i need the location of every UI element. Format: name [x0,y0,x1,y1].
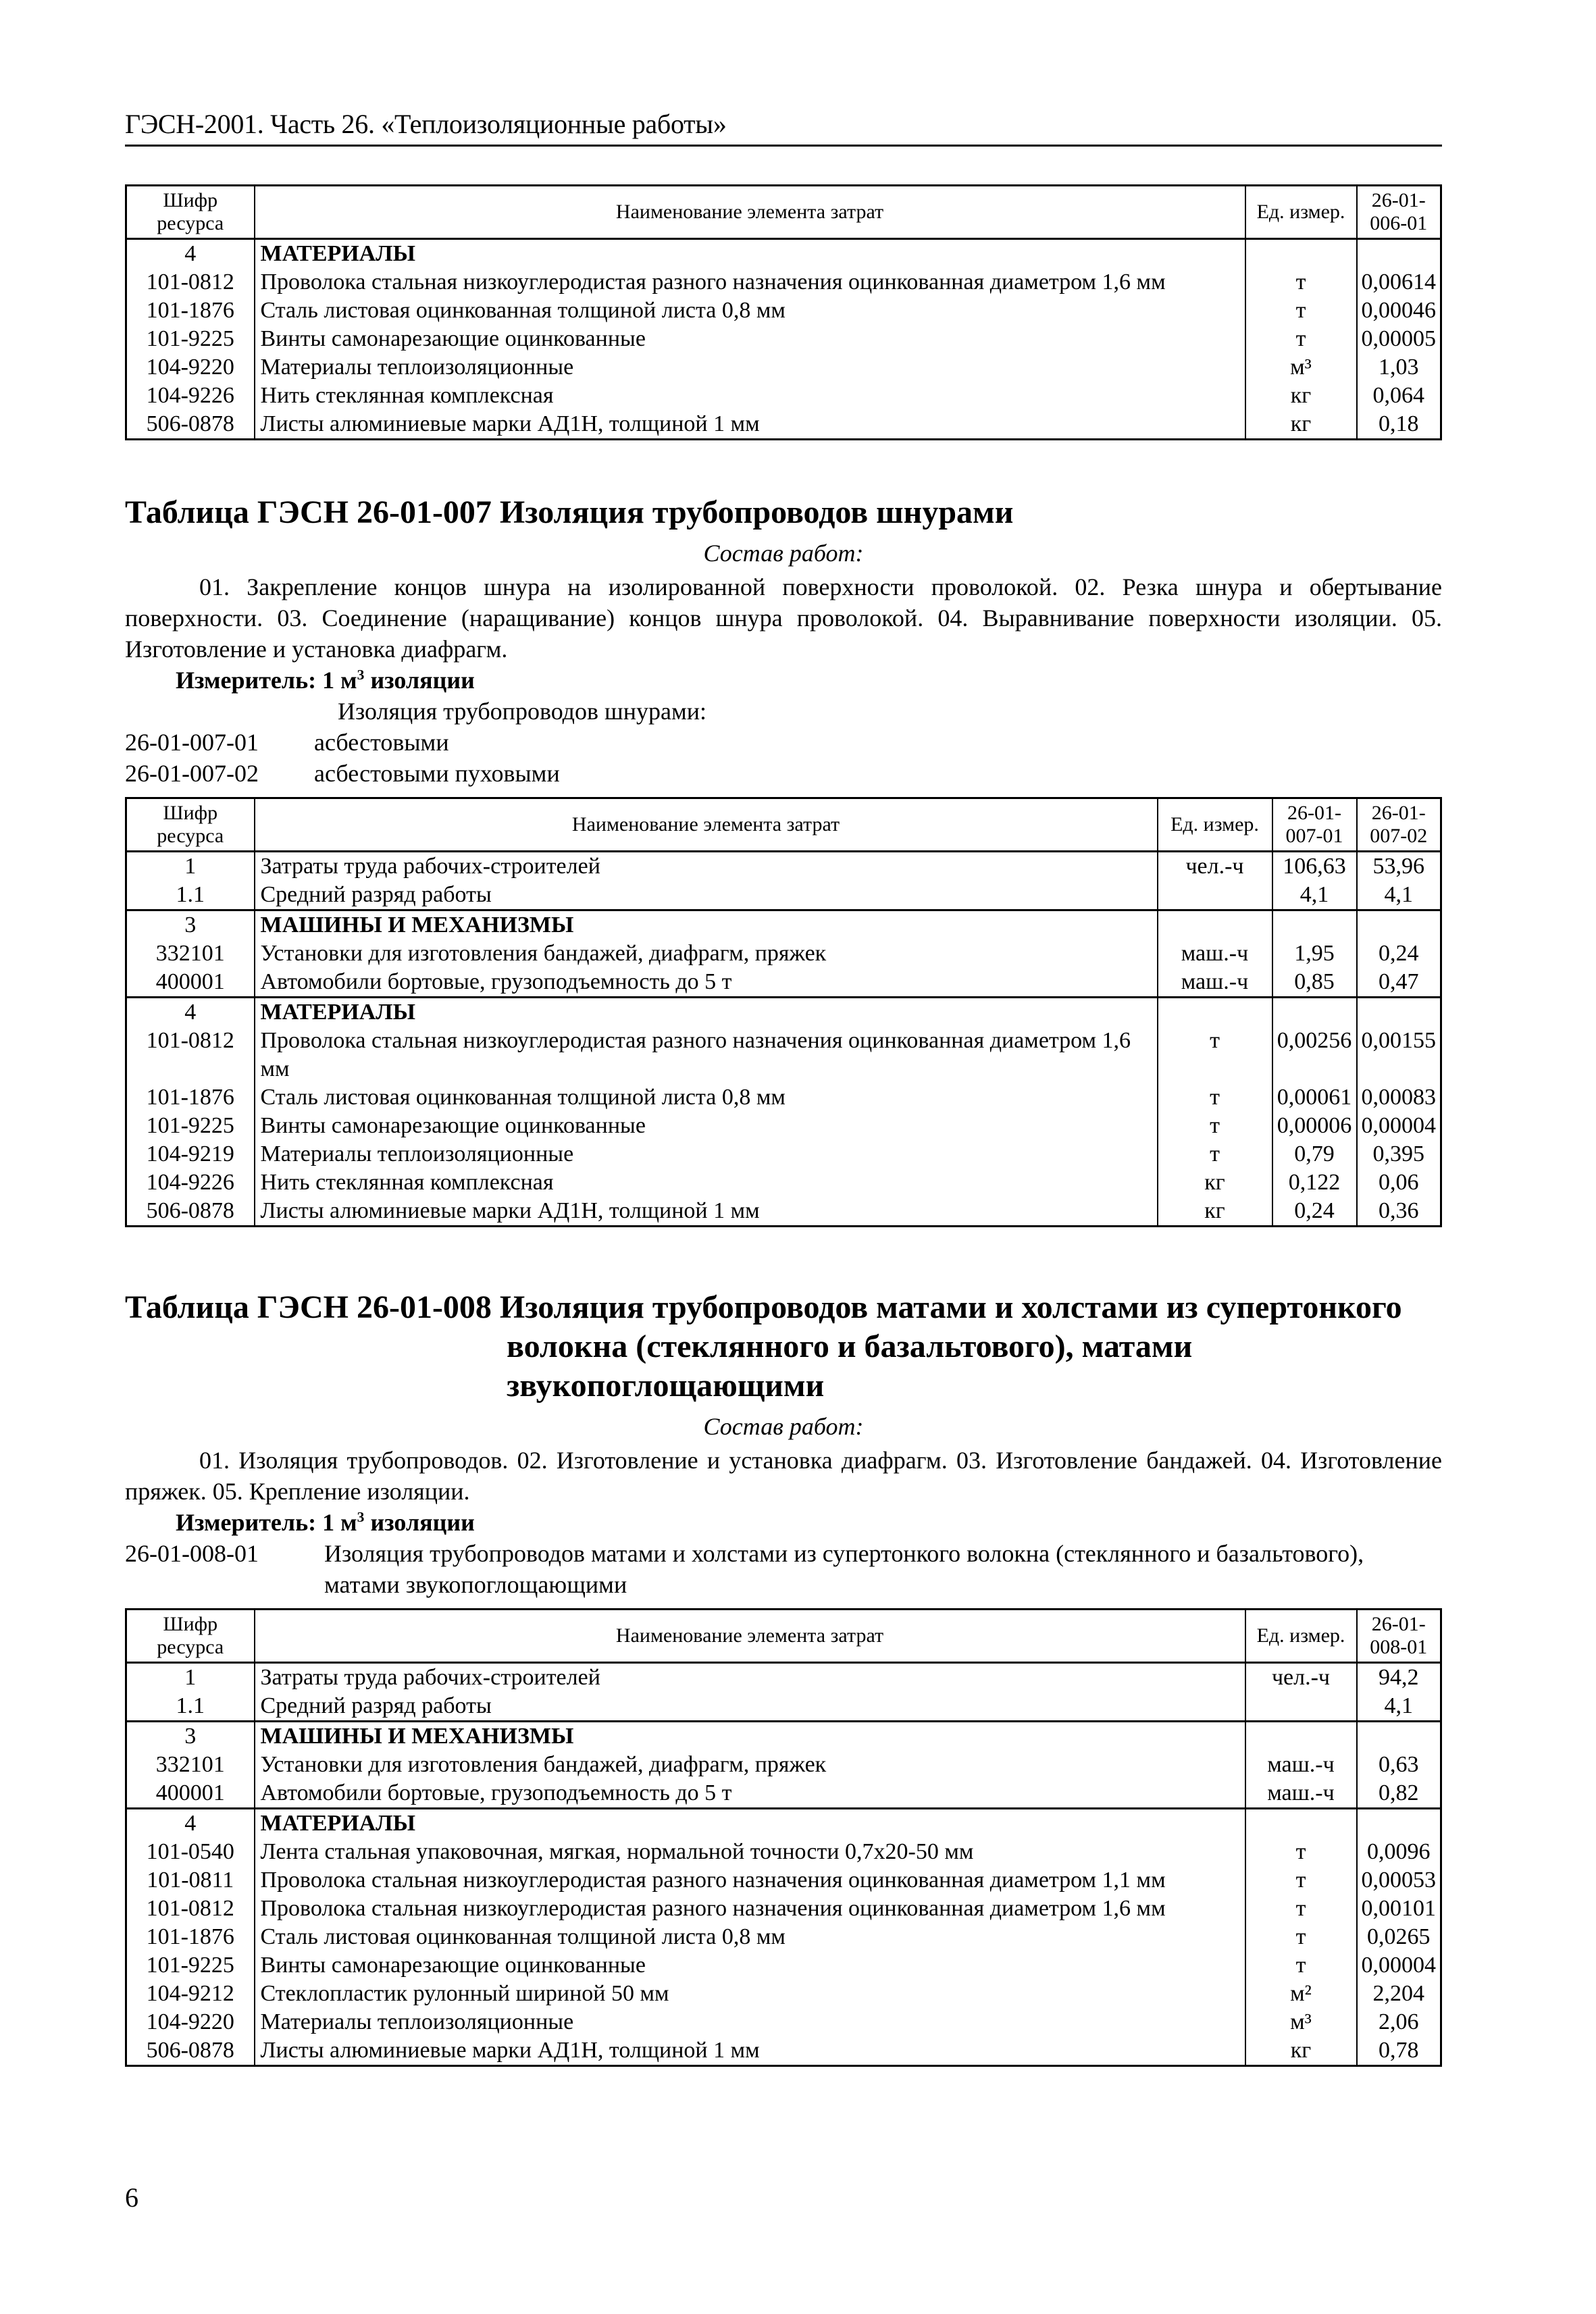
resource-code: 1.1 [176,1693,205,1718]
resource-code: 104-9220 [146,2009,234,2034]
resource-code: 506-0878 [146,2038,234,2063]
header-name: Наименование элемента затрат [255,1610,1245,1663]
unit: маш.-ч [1158,968,1272,998]
table-row [126,1779,1441,1809]
table-row [126,353,1441,382]
resource-name: Винты самонарезающие оцинкованные [255,1112,1158,1140]
table-row [126,881,1441,910]
norm-value [1357,1722,1441,1751]
table-header-row [126,1610,1441,1663]
table-row [126,1168,1441,1197]
unit [1158,998,1272,1027]
resource-code: 104-9226 [146,383,234,408]
header-unit: Ед. измер. [1158,798,1272,852]
unit: маш.-ч [1158,940,1272,968]
resource-name: МАТЕРИАЛЫ [255,1809,1245,1839]
resource-code: 101-9225 [146,326,234,351]
resource-name: Сталь листовая оцинкованная толщиной листа 0,8 мм [255,1083,1158,1112]
table-header-row [126,186,1441,239]
table-row [126,1112,1441,1140]
norm-value: 0,00256 [1272,1027,1357,1083]
norm-value: 94,2 [1357,1663,1441,1693]
works-description: 01. Изоляция трубопроводов. 02. Изготовление и установка диафрагм. 03. Изготовление бандажей. 04. Изготовление пряжек. 05. Крепление изоляции. [125,1447,1442,1505]
variant-row [125,1538,1442,1600]
resource-code: 4 [184,241,197,266]
resource-name: Винты самонарезающие оцинкованные [255,325,1245,353]
resource-name: Листы алюминиевые марки АД1Н, толщиной 1 мм [255,410,1245,440]
resource-table-006 [125,184,1442,440]
unit: т [1245,297,1357,325]
norm-value: 0,064 [1357,382,1441,410]
unit [1158,881,1272,910]
table-row [126,382,1441,410]
resource-name: Нить стеклянная комплексная [255,382,1245,410]
resource-code: 506-0878 [146,1198,234,1223]
unit: т [1158,1027,1272,1083]
section-row [126,998,1441,1027]
unit: т [1245,1923,1357,1951]
norm-value: 4,1 [1272,881,1357,910]
resource-code: 4 [126,998,255,1027]
resource-name: Средний разряд работы [255,881,1158,910]
resource-name: Сталь листовая оцинкованная толщиной листа 0,8 мм [255,297,1245,325]
section-row [126,1809,1441,1839]
variant-code: 26-01-007-02 [125,760,259,787]
table-header-row [126,798,1441,852]
variant-text: асбестовыми пуховыми [314,760,560,787]
resource-name: Автомобили бортовые, грузоподъемность до 5 т [255,1779,1245,1809]
header-code: Шифр ресурса [126,1610,255,1663]
resource-code: 104-9219 [146,1141,234,1166]
norm-value: 0,00046 [1357,297,1441,325]
table-row [126,325,1441,353]
resource-name: МАТЕРИАЛЫ [255,998,1158,1027]
table-row [126,1751,1441,1779]
resource-code: 506-0878 [146,411,234,436]
unit [1245,1809,1357,1839]
norm-value: 0,78 [1357,2036,1441,2066]
unit: т [1158,1112,1272,1140]
norm-value [1272,910,1357,940]
table-row [126,1083,1441,1112]
section-row [126,910,1441,940]
header-unit: Ед. измер. [1245,1610,1357,1663]
works-label: Состав работ: [703,1413,864,1440]
measure-unit: Измеритель: 1 $м^3$ изоляции [176,1509,475,1536]
norm-value: 0,00101 [1357,1895,1441,1923]
resource-code: 3 [126,910,255,940]
table-row [126,1692,1441,1722]
resource-name: Листы алюминиевые марки АД1Н, толщиной 1 мм [255,2036,1245,2066]
unit: маш.-ч [1245,1751,1357,1779]
table-row [126,1923,1441,1951]
norm-value: 0,85 [1272,968,1357,998]
resource-name: МАШИНЫ И МЕХАНИЗМЫ [255,910,1158,940]
header-norm-code: 26-01-007-02 [1357,798,1441,852]
resource-code: 101-1876 [146,298,234,323]
header-unit: Ед. измер. [1245,186,1357,239]
resource-name: Установки для изготовления бандажей, диафрагм, пряжек [255,940,1158,968]
table-row [126,2036,1441,2066]
header-norm-code: 26-01-006-01 [1357,186,1441,239]
norm-value: 0,395 [1357,1140,1441,1168]
document-page [125,108,1442,2067]
norm-value [1357,1809,1441,1839]
running-header: ГЭСН-2001. Часть 26. «Теплоизоляционные работы» [125,108,1442,147]
norm-value: 0,63 [1357,1751,1441,1779]
unit: т [1245,268,1357,297]
unit [1245,1722,1357,1751]
resource-name: Установки для изготовления бандажей, диафрагм, пряжек [255,1751,1245,1779]
norm-value [1357,910,1441,940]
page-number: 6 [125,2182,138,2213]
resource-name: Стеклопластик рулонный шириной 50 мм [255,1980,1245,2008]
resource-code: 101-1876 [146,1924,234,1949]
resource-name: Проволока стальная низкоуглеродистая разного назначения оцинкованная диаметром 1,6 мм [255,268,1245,297]
norm-value [1357,239,1441,269]
resource-code: 101-0812 [146,269,234,294]
norm-value: 0,47 [1357,968,1441,998]
resource-code: 400001 [155,969,225,994]
norm-value: 0,00004 [1357,1951,1441,1980]
resource-name: МАШИНЫ И МЕХАНИЗМЫ [255,1722,1245,1751]
resource-code: 1.1 [176,882,205,907]
unit: т [1245,325,1357,353]
norm-value: 0,00083 [1357,1083,1441,1112]
variant-code: 26-01-007-01 [125,729,259,756]
table-row [126,1838,1441,1866]
resource-code: 1 [126,1663,255,1693]
resource-code: 1 [126,852,255,881]
norm-value: 0,82 [1357,1779,1441,1809]
resource-name: МАТЕРИАЛЫ [255,239,1245,269]
resource-name: Нить стеклянная комплексная [255,1168,1158,1197]
header-code: Шифр ресурса [126,798,255,852]
norm-value: 0,00155 [1357,1027,1441,1083]
resource-name: Проволока стальная низкоуглеродистая разного назначения оцинкованная диаметром 1,6 мм [255,1895,1245,1923]
norm-value: 0,0265 [1357,1923,1441,1951]
header-name: Наименование элемента затрат [255,186,1245,239]
section-row [126,239,1441,269]
section-row [126,1722,1441,1751]
table-row [126,1140,1441,1168]
header-name: Наименование элемента затрат [255,798,1158,852]
norm-value: 0,00006 [1272,1112,1357,1140]
unit [1245,239,1357,269]
resource-code: 104-9226 [146,1170,234,1195]
norm-value: 2,204 [1357,1980,1441,2008]
norm-value: 0,00061 [1272,1083,1357,1112]
resource-code: 400001 [155,1780,225,1805]
table-row [126,1980,1441,2008]
resource-name: Лента стальная упаковочная, мягкая, нормальной точности 0,7х20-50 мм [255,1838,1245,1866]
header-norm-code: 26-01-007-01 [1272,798,1357,852]
table-row [126,1951,1441,1980]
norm-value: 4,1 [1357,1692,1441,1722]
resource-name: Материалы теплоизоляционные [255,1140,1158,1168]
norm-value: 0,36 [1357,1197,1441,1227]
variant-code: 26-01-008-01 [125,1540,259,1567]
unit: кг [1245,382,1357,410]
unit: кг [1158,1168,1272,1197]
resource-table-007 [125,797,1442,1227]
works-description: 01. Закрепление концов шнура на изолированной поверхности проволокой. 02. Резка шнура и обертывание поверхности. 03. Соединение (наращивание) концов шнура проволокой. 04. Выравнивание поверхности изоляции. 05. Изготовление и установка диафрагм. [125,573,1442,663]
resource-code: 104-9220 [146,355,234,380]
resource-name: Материалы теплоизоляционные [255,2008,1245,2036]
resource-name: Проволока стальная низкоуглеродистая разного назначения оцинкованная диаметром 1,1 мм [255,1866,1245,1895]
resource-code: 101-9225 [146,1113,234,1138]
norm-value: 4,1 [1357,881,1441,910]
norm-value: 0,24 [1357,940,1441,968]
works-label: Состав работ: [703,540,864,567]
unit: т [1245,1951,1357,1980]
variants-caption: Изоляция трубопроводов шнурами: [338,698,706,725]
unit: т [1245,1838,1357,1866]
table-row [126,1895,1441,1923]
resource-code: 3 [126,1722,255,1751]
resource-name: Проволока стальная низкоуглеродистая разного назначения оцинкованная диаметром 1,6 мм [255,1027,1158,1083]
table-row [126,940,1441,968]
table-row [126,1663,1441,1693]
norm-value: 0,0096 [1357,1838,1441,1866]
norm-value: 0,00004 [1357,1112,1441,1140]
variant-row [125,727,1442,758]
table-row [126,852,1441,881]
unit: м³ [1245,2008,1357,2036]
unit: чел.-ч [1245,1663,1357,1693]
norm-value: 53,96 [1357,852,1441,881]
norm-value: 1,95 [1272,940,1357,968]
header-code: Шифр ресурса [126,186,255,239]
resource-code: 101-0812 [146,1028,234,1053]
resource-name: Затраты труда рабочих-строителей [255,1663,1245,1693]
unit [1245,1692,1357,1722]
norm-value [1357,998,1441,1027]
resource-code: 4 [126,1809,255,1839]
norm-value: 2,06 [1357,2008,1441,2036]
resource-code: 101-0812 [146,1896,234,1921]
unit: т [1245,1895,1357,1923]
unit: кг [1158,1197,1272,1227]
resource-table-008 [125,1608,1442,2067]
norm-value: 0,24 [1272,1197,1357,1227]
table-title-008: Таблица ГЭСН 26-01-008 Изоляция трубопроводов матами и холстами из супертонкого волокна (стеклянного и базальтового), матами звукопоглощающими [125,1289,1402,1404]
norm-value: 0,00053 [1357,1866,1441,1895]
norm-value: 0,79 [1272,1140,1357,1168]
resource-name: Средний разряд работы [255,1692,1245,1722]
resource-name: Листы алюминиевые марки АД1Н, толщиной 1 мм [255,1197,1158,1227]
resource-code: 332101 [155,941,225,966]
resource-code: 101-0811 [147,1868,234,1893]
table-title-007: Таблица ГЭСН 26-01-007 Изоляция трубопроводов шнурами [125,494,1014,530]
resource-name: Сталь листовая оцинкованная толщиной листа 0,8 мм [255,1923,1245,1951]
unit: м² [1245,1980,1357,2008]
unit [1158,910,1272,940]
table-row [126,268,1441,297]
table-row [126,410,1441,440]
norm-value [1272,998,1357,1027]
norm-value: 0,122 [1272,1168,1357,1197]
resource-code: 101-9225 [146,1953,234,1978]
unit: кг [1245,410,1357,440]
table-row [126,1866,1441,1895]
resource-code: 101-1876 [146,1085,234,1110]
variant-row [125,758,1442,789]
resource-name: Затраты труда рабочих-строителей [255,852,1158,881]
table-row [126,297,1441,325]
resource-name: Автомобили бортовые, грузоподъемность до 5 т [255,968,1158,998]
measure-unit: Измеритель: 1 $м^3$ изоляции [176,667,475,694]
norm-value: 0,18 [1357,410,1441,440]
norm-value: 0,00005 [1357,325,1441,353]
unit: маш.-ч [1245,1779,1357,1809]
unit: т [1158,1083,1272,1112]
table-row [126,1197,1441,1227]
table-row [126,968,1441,998]
resource-code: 104-9212 [146,1981,234,2006]
unit: т [1158,1140,1272,1168]
variant-text: Изоляция трубопроводов матами и холстами из супертонкого волокна (стеклянного и базальтового), матами звукопоглощающими [324,1540,1364,1598]
resource-code: 101-0540 [146,1839,234,1864]
resource-name: Винты самонарезающие оцинкованные [255,1951,1245,1980]
norm-value: 0,06 [1357,1168,1441,1197]
norm-value: 1,03 [1357,353,1441,382]
resource-code: 332101 [155,1752,225,1777]
table-row [126,1027,1441,1083]
norm-value: 0,00614 [1357,268,1441,297]
header-norm-code: 26-01-008-01 [1357,1610,1441,1663]
table-row [126,2008,1441,2036]
resource-name: Материалы теплоизоляционные [255,353,1245,382]
unit: кг [1245,2036,1357,2066]
variant-text: асбестовыми [314,729,449,756]
norm-value: 106,63 [1272,852,1357,881]
unit: т [1245,1866,1357,1895]
unit: чел.-ч [1158,852,1272,881]
unit: м³ [1245,353,1357,382]
